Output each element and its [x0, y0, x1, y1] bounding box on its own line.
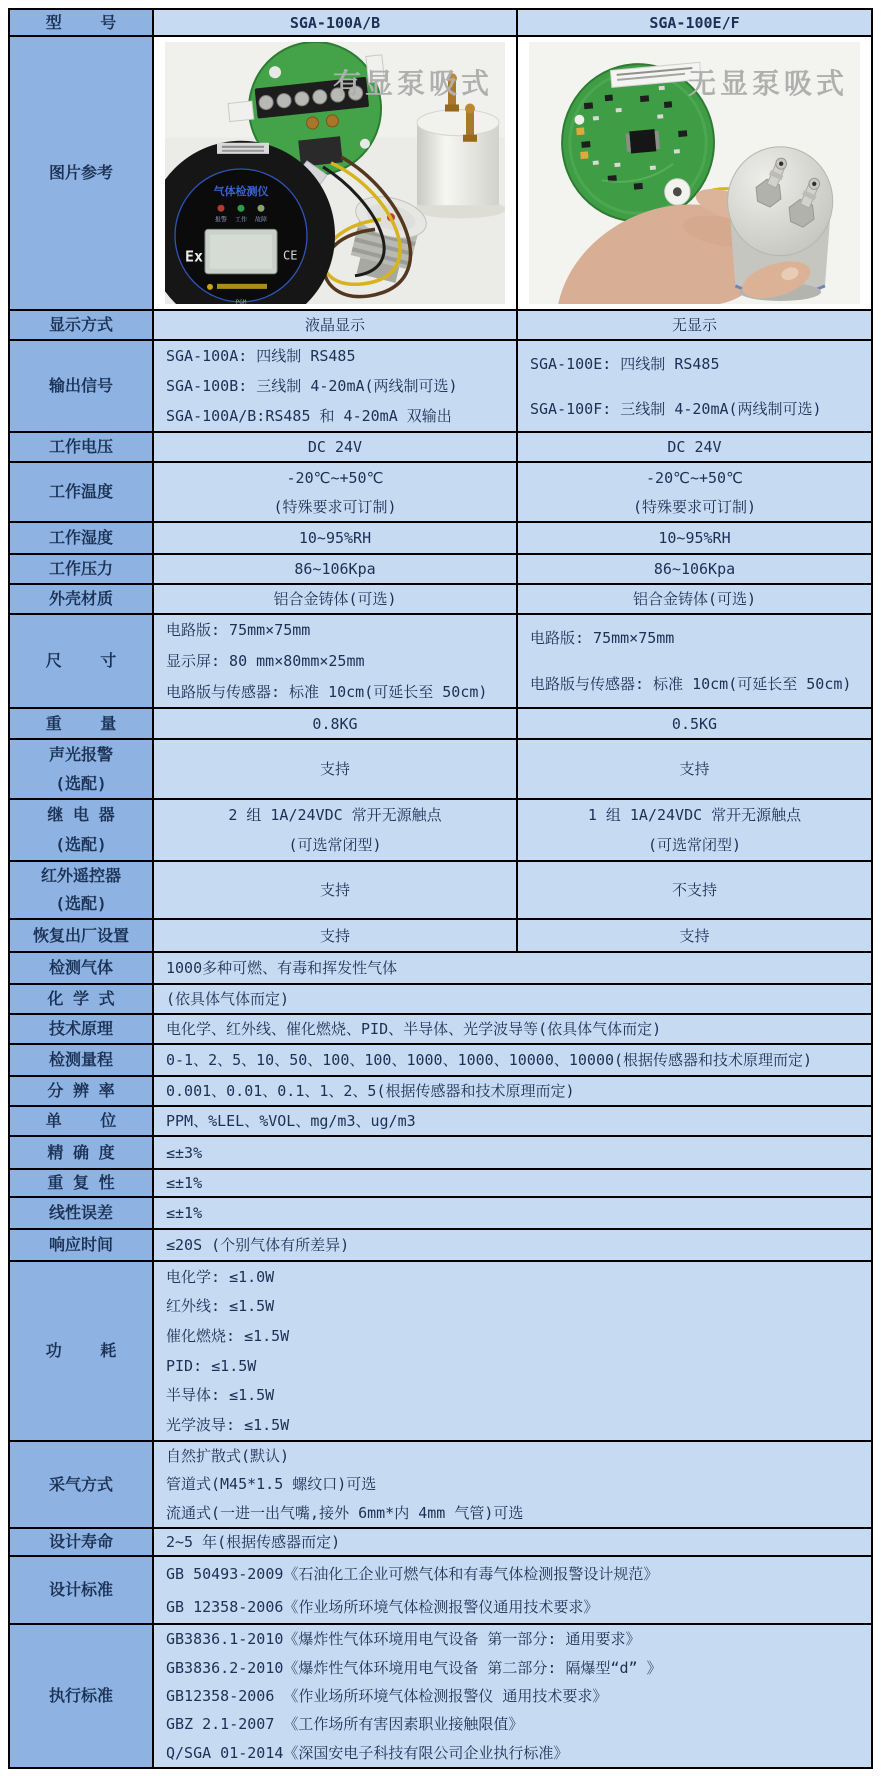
value-text: 不支持	[671, 881, 717, 899]
row-label-text: (选配)	[55, 835, 107, 854]
value-text: 铝合金铸体(可选)	[632, 590, 757, 608]
value-text: (依具体气体而定)	[166, 990, 290, 1008]
value-cell-av-alarm-left	[154, 740, 518, 798]
spec-row-housing-material	[10, 585, 871, 615]
photo-watermark-right: 无显泵吸式	[687, 67, 848, 100]
row-label-text: 外壳材质	[48, 589, 113, 608]
value-text: 支持	[679, 760, 710, 778]
value-text: SGA-100B: 三线制 4-20mA(两线制可选)	[166, 377, 458, 395]
row-label-design-standard	[10, 1557, 154, 1623]
row-label-text: 工作电压	[48, 437, 113, 456]
header-model-left-cell	[154, 10, 518, 35]
image-row-label-cell	[10, 37, 154, 309]
spec-row-detected-gas	[10, 953, 871, 985]
value-text: 0-1、2、5、10、50、100、100、1000、1000、10000、10000(根据传感器和技术原理而定)	[166, 1051, 813, 1069]
header-row	[10, 10, 871, 37]
value-cell-dimensions-left	[154, 615, 518, 707]
value-text: 自然扩散式(默认)	[166, 1447, 290, 1466]
value-text: ≤±1%	[166, 1174, 203, 1192]
sensor-cylinder-metal	[728, 147, 833, 304]
row-label-text: 恢复出厂设置	[32, 925, 129, 945]
value-text: 管道式(M45*1.5 螺纹口)可选	[166, 1475, 377, 1494]
spec-row-av-alarm	[10, 740, 871, 800]
value-text: ≤±3%	[166, 1143, 203, 1162]
value-text: GB3836.1-2010《爆炸性气体环境用电气设备 第一部分: 通用要求》	[166, 1630, 641, 1649]
value-text: GB3836.2-2010《爆炸性气体环境用电气设备 第二部分: 隔爆型“d” 》	[166, 1658, 662, 1677]
photo-cell-right	[518, 37, 871, 309]
spec-row-weight	[10, 709, 871, 740]
product-photo-sga-100ef	[529, 42, 860, 304]
row-label-text: 采气方式	[48, 1474, 113, 1494]
row-label-sampling-method	[10, 1442, 154, 1527]
row-label-relay	[10, 800, 154, 860]
value-cell-working-humidity-left	[154, 523, 518, 553]
value-cell-dimensions-right	[518, 615, 871, 707]
value-cell-sampling-method	[154, 1442, 871, 1527]
value-text: 电路版与传感器: 标准 10cm(可延长至 50cm)	[166, 682, 488, 701]
value-text: 2~5 年(根据传感器而定)	[166, 1533, 341, 1551]
value-text: 86~106Kpa	[653, 560, 736, 578]
value-text: 电化学: ≤1.0W	[166, 1267, 275, 1286]
row-label-housing-material	[10, 585, 154, 613]
value-text: 电路版: 75mm×75mm	[166, 621, 311, 640]
row-label-text: 单 位	[45, 1111, 117, 1130]
spec-row-working-temperature	[10, 463, 871, 523]
spec-row-working-humidity	[10, 523, 871, 555]
value-cell-relay-right	[518, 800, 871, 860]
value-cell-working-voltage-right	[518, 433, 871, 461]
row-label-text: 声光报警	[48, 744, 113, 764]
spec-row-output-signal	[10, 341, 871, 433]
row-label-text: 精 确 度	[47, 1142, 115, 1162]
row-label-text: (选配)	[55, 894, 107, 913]
value-text: 10~95%RH	[298, 529, 372, 547]
spec-row-relay	[10, 800, 871, 862]
value-text: DC 24V	[667, 438, 722, 456]
value-text: 86~106Kpa	[294, 560, 376, 578]
row-label-chemical-formula	[10, 985, 154, 1013]
row-label-weight	[10, 709, 154, 738]
value-text: PID: ≤1.5W	[166, 1356, 257, 1375]
value-text: Q/SGA 01-2014《深国安电子科技有限公司企业执行标准》	[166, 1743, 569, 1762]
value-cell-factory-reset-right	[518, 920, 871, 951]
spec-row-chemical-formula	[10, 985, 871, 1015]
row-label-text: 工作温度	[48, 482, 113, 501]
value-cell-working-voltage-left	[154, 433, 518, 461]
value-cell-response-time	[154, 1230, 871, 1260]
spec-row-design-life	[10, 1529, 871, 1557]
value-cell-factory-reset-left	[154, 920, 518, 951]
product-photo-sga-100ab	[165, 42, 505, 304]
value-text: -20℃~+50℃	[286, 468, 384, 487]
value-text: 流通式(一进一出气嘴,接外 6mm*内 4mm 气管)可选	[166, 1503, 524, 1522]
spec-row-execution-standard	[10, 1625, 871, 1767]
row-label-accuracy	[10, 1137, 154, 1168]
model-name-right: SGA-100E/F	[649, 13, 740, 32]
value-text: (可选常闭型)	[647, 836, 742, 854]
value-text: 支持	[679, 926, 710, 945]
row-label-text: 继 电 器	[47, 805, 115, 824]
value-cell-detected-gas	[154, 953, 871, 983]
value-text: 10~95%RH	[658, 529, 731, 547]
row-label-unit	[10, 1107, 154, 1135]
value-cell-housing-material-right	[518, 585, 871, 613]
value-cell-power-consumption	[154, 1262, 871, 1440]
svg-text:报警工作故障: 报警 工作 故障	[215, 216, 267, 224]
spec-rows	[10, 311, 871, 1767]
row-label-text: 设计寿命	[48, 1532, 113, 1551]
value-cell-ir-remote-left	[154, 862, 518, 918]
spec-row-dimensions	[10, 615, 871, 709]
spec-row-repeatability	[10, 1170, 871, 1198]
value-text: (可选常闭型)	[288, 836, 382, 854]
svg-text:CE: CE	[283, 248, 298, 263]
svg-text:PGM: PGM	[235, 298, 247, 304]
row-label-ir-remote	[10, 862, 154, 918]
value-text: 电路版: 75mm×75mm	[530, 629, 675, 647]
row-label-detected-gas	[10, 953, 154, 983]
row-label-response-time	[10, 1230, 154, 1260]
value-cell-output-signal-right	[518, 341, 871, 431]
value-text: -20℃~+50℃	[646, 468, 743, 487]
row-label-resolution	[10, 1077, 154, 1105]
value-text: 0.5KG	[671, 714, 718, 733]
page	[8, 8, 873, 1769]
value-text: 1 组 1A/24VDC 常开无源触点	[587, 806, 802, 824]
row-label-text: 工作湿度	[48, 528, 113, 547]
row-label-text: 技术原理	[48, 1019, 113, 1038]
row-label-av-alarm	[10, 740, 154, 798]
photo-cell-left	[154, 37, 518, 309]
value-text: 支持	[319, 881, 350, 899]
value-cell-detection-range	[154, 1045, 871, 1075]
spec-row-tech-principle	[10, 1015, 871, 1045]
value-cell-working-pressure-left	[154, 555, 518, 583]
value-cell-weight-left	[154, 709, 518, 738]
value-text: PPM、%LEL、%VOL、mg/m3、ug/m3	[166, 1112, 416, 1130]
spec-row-accuracy	[10, 1137, 871, 1170]
value-text: ≤20S (个别气体有所差异)	[166, 1236, 350, 1254]
row-label-text: 尺 寸	[45, 651, 117, 670]
value-cell-linearity-error	[154, 1198, 871, 1228]
value-cell-resolution	[154, 1077, 871, 1105]
spec-row-detection-range	[10, 1045, 871, 1077]
spec-row-unit	[10, 1107, 871, 1137]
value-cell-output-signal-left	[154, 341, 518, 431]
value-text: ≤±1%	[166, 1204, 203, 1222]
value-text: 铝合金铸体(可选)	[273, 590, 397, 608]
row-label-text: (选配)	[55, 773, 107, 793]
value-cell-working-temperature-left	[154, 463, 518, 521]
row-label-design-life	[10, 1529, 154, 1555]
value-cell-av-alarm-right	[518, 740, 871, 798]
value-text: (特殊要求可订制)	[632, 497, 757, 516]
value-text: 催化燃烧: ≤1.5W	[166, 1327, 290, 1346]
spec-row-working-pressure	[10, 555, 871, 585]
value-text: 液晶显示	[304, 316, 365, 334]
row-label-text: 显示方式	[48, 315, 113, 334]
image-row	[10, 37, 871, 311]
value-cell-unit	[154, 1107, 871, 1135]
value-cell-execution-standard	[154, 1625, 871, 1767]
row-label-text: 重 复 性	[47, 1173, 115, 1192]
value-cell-display-mode-left	[154, 311, 518, 339]
svg-text:气体检测仪: 气体检测仪	[213, 185, 269, 199]
value-text: DC 24V	[307, 438, 363, 456]
row-label-text: 检测量程	[48, 1050, 113, 1069]
value-text: 无显示	[671, 316, 717, 334]
row-label-linearity-error	[10, 1198, 154, 1228]
value-text: 0.001、0.01、0.1、1、2、5(根据传感器和技术原理而定)	[166, 1082, 575, 1100]
header-model-right-cell	[518, 10, 871, 35]
value-text: SGA-100A/B:RS485 和 4-20mA 双输出	[166, 407, 452, 425]
image-row-label: 图片参考	[48, 163, 113, 182]
value-text: 红外线: ≤1.5W	[166, 1297, 275, 1316]
value-text: 显示屏: 80 mm×80mm×25mm	[166, 651, 365, 670]
value-cell-design-standard	[154, 1557, 871, 1623]
value-text: 电路版与传感器: 标准 10cm(可延长至 50cm)	[530, 675, 852, 693]
value-cell-display-mode-right	[518, 311, 871, 339]
value-text: 半导体: ≤1.5W	[166, 1386, 275, 1405]
row-label-text: 执行标准	[48, 1686, 113, 1705]
row-label-detection-range	[10, 1045, 154, 1075]
value-text: GBZ 2.1-2007 《工作场所有害因素职业接触限值》	[166, 1715, 524, 1734]
value-cell-accuracy	[154, 1137, 871, 1168]
value-text: SGA-100A: 四线制 RS485	[166, 347, 356, 365]
row-label-text: 检测气体	[48, 958, 113, 977]
value-cell-repeatability	[154, 1170, 871, 1196]
spec-row-display-mode	[10, 311, 871, 341]
row-label-tech-principle	[10, 1015, 154, 1043]
model-name-left: SGA-100A/B	[289, 13, 381, 32]
value-text: 支持	[319, 926, 350, 945]
value-cell-relay-left	[154, 800, 518, 860]
value-text: GB 50493-2009《石油化工企业可燃气体和有毒气体检测报警设计规范》	[166, 1564, 659, 1583]
spec-row-ir-remote	[10, 862, 871, 920]
value-text: 电化学、红外线、催化燃烧、PID、半导体、光学波导等(依具体气体而定)	[166, 1020, 662, 1038]
row-label-text: 响应时间	[48, 1235, 113, 1254]
photo-watermark-left: 有显泵吸式	[332, 67, 493, 100]
row-label-power-consumption	[10, 1262, 154, 1440]
row-label-text: 化 学 式	[47, 989, 115, 1008]
row-label-text: 线性误差	[48, 1203, 113, 1222]
row-label-text: 输出信号	[48, 376, 113, 395]
value-text: (特殊要求可订制)	[273, 497, 397, 516]
spec-row-factory-reset	[10, 920, 871, 953]
row-label-dimensions	[10, 615, 154, 707]
row-label-output-signal	[10, 341, 154, 431]
value-cell-chemical-formula	[154, 985, 871, 1013]
row-label-text: 分 辨 率	[47, 1081, 115, 1100]
spec-row-sampling-method	[10, 1442, 871, 1529]
svg-text:Ex: Ex	[185, 247, 204, 266]
spec-row-resolution	[10, 1077, 871, 1107]
spec-row-linearity-error	[10, 1198, 871, 1230]
value-text: 0.8KG	[312, 714, 358, 733]
row-label-text: 功 耗	[45, 1341, 117, 1360]
spec-row-response-time	[10, 1230, 871, 1262]
value-text: 2 组 1A/24VDC 常开无源触点	[228, 806, 442, 824]
row-label-text: 工作压力	[48, 559, 113, 578]
value-text: GB 12358-2006《作业场所环境气体检测报警仪通用技术要求》	[166, 1597, 599, 1616]
value-text: SGA-100F: 三线制 4-20mA(两线制可选)	[530, 399, 822, 418]
spec-row-design-standard	[10, 1557, 871, 1625]
header-model-label-cell	[10, 10, 154, 35]
row-label-repeatability	[10, 1170, 154, 1196]
row-label-text: 红外遥控器	[40, 866, 121, 885]
row-label-working-temperature	[10, 463, 154, 521]
row-label-execution-standard	[10, 1625, 154, 1767]
value-cell-tech-principle	[154, 1015, 871, 1043]
spec-row-power-consumption	[10, 1262, 871, 1442]
value-cell-design-life	[154, 1529, 871, 1555]
row-label-text: 重 量	[45, 713, 117, 733]
row-label-text: 设计标准	[48, 1580, 113, 1599]
value-cell-working-pressure-right	[518, 555, 871, 583]
row-label-working-voltage	[10, 433, 154, 461]
value-text: SGA-100E: 四线制 RS485	[530, 354, 720, 373]
value-text: 光学波导: ≤1.5W	[166, 1416, 290, 1435]
row-label-working-pressure	[10, 555, 154, 583]
value-cell-housing-material-left	[154, 585, 518, 613]
row-label-working-humidity	[10, 523, 154, 553]
value-cell-weight-right	[518, 709, 871, 738]
value-text: 1000多种可燃、有毒和挥发性气体	[166, 959, 398, 977]
value-text: GB12358-2006 《作业场所环境气体检测报警仪 通用技术要求》	[166, 1686, 608, 1705]
header-model-label: 型 号	[45, 12, 117, 32]
row-label-display-mode	[10, 311, 154, 339]
spec-table	[8, 8, 873, 1769]
value-cell-working-humidity-right	[518, 523, 871, 553]
row-label-factory-reset	[10, 920, 154, 951]
value-cell-working-temperature-right	[518, 463, 871, 521]
spec-row-working-voltage	[10, 433, 871, 463]
value-cell-ir-remote-right	[518, 862, 871, 918]
value-text: 支持	[319, 760, 350, 778]
